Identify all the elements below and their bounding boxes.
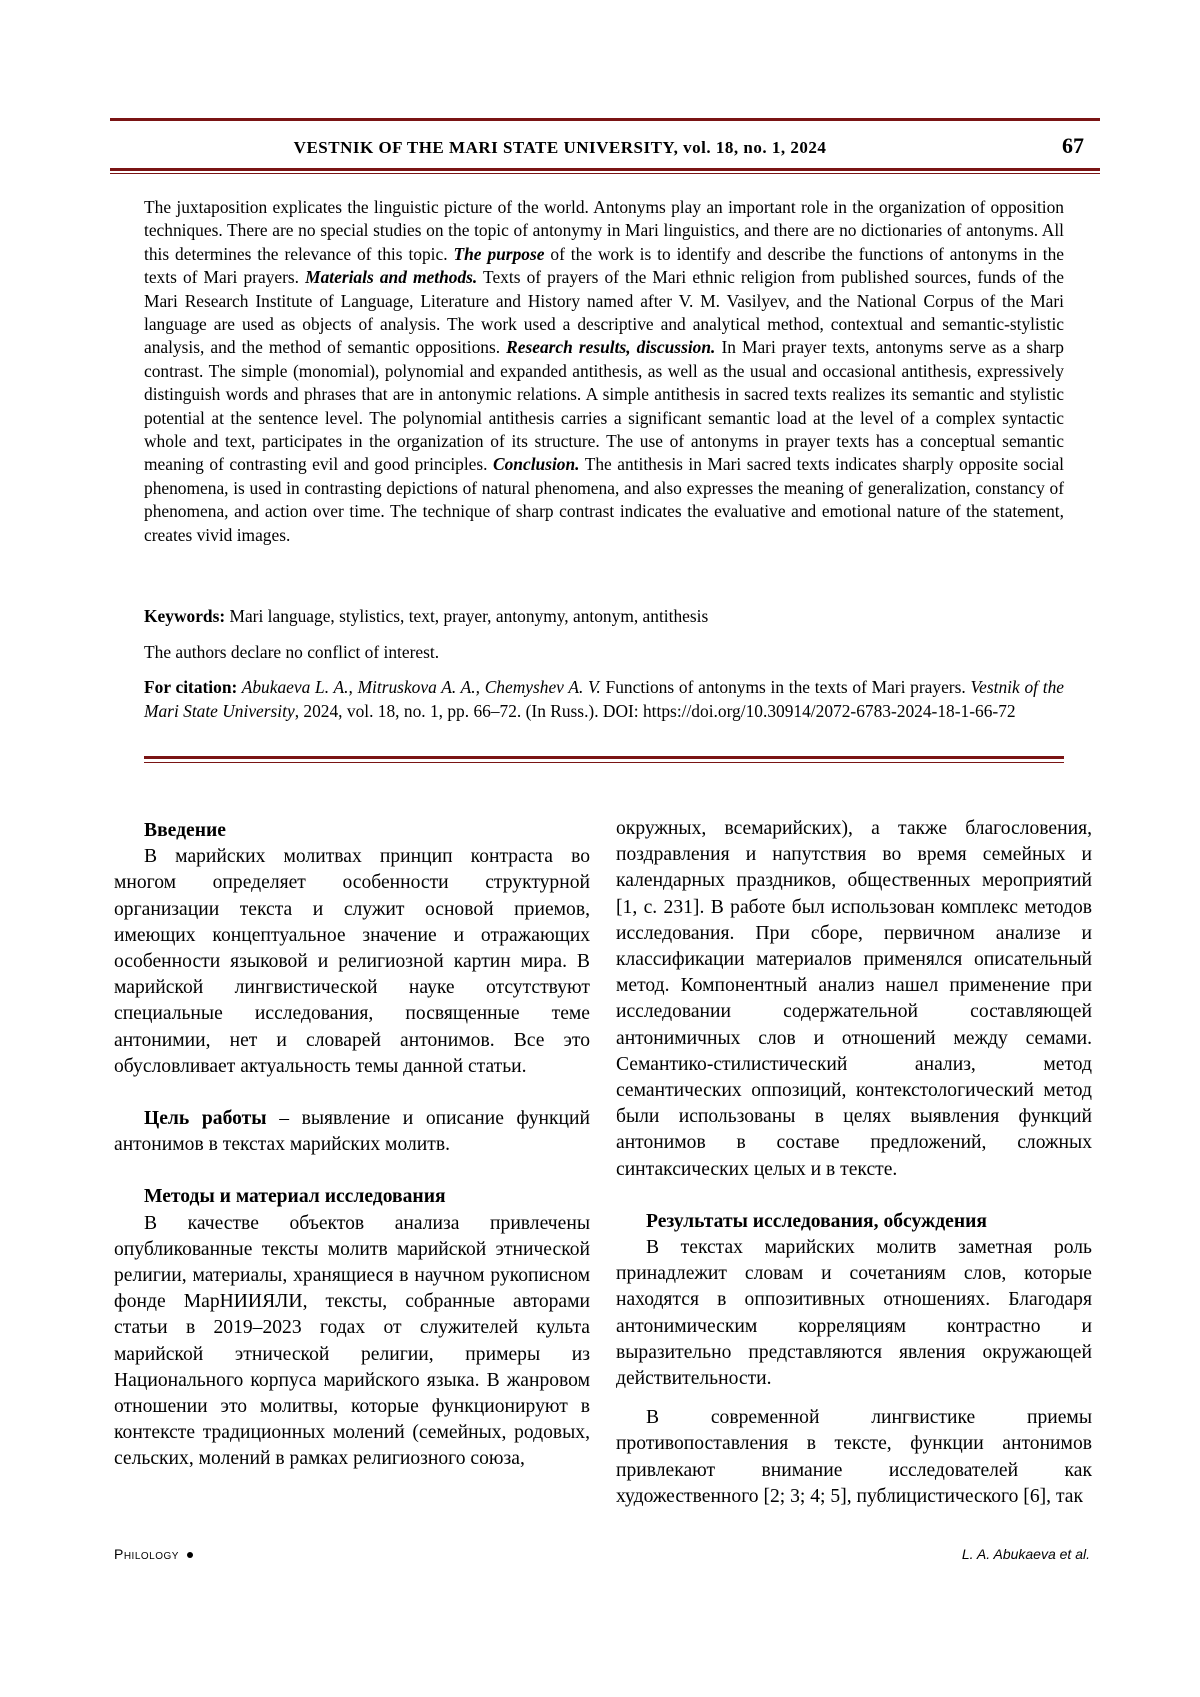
citation-journal: Vestnik of the Mari State University (144, 677, 1064, 721)
header-rule-bottom-thin (110, 173, 1100, 174)
citation-authors: Abukaeva L. A., Mitruskova A. A., Chemyshev A. V. (237, 677, 601, 697)
goal-label: Цель работы (144, 1108, 267, 1130)
left-column (114, 818, 590, 1473)
goal-text: – выявление и описание функций антонимов в текстах марийских молитв. (114, 1108, 590, 1156)
right-column (616, 816, 1092, 1510)
conflict-statement: The authors declare no conflict of interest. (144, 642, 440, 662)
citation (144, 676, 1064, 723)
citation-details: , 2024, vol. 18, no. 1, pp. 66–72. (In Russ.). DOI: https://doi.org/10.30914/2072-6783-2024-18-1-66-72 (294, 700, 1016, 721)
footer-section (114, 1546, 193, 1562)
bullet-icon (187, 1552, 193, 1558)
abstract-text: The antithesis in Mari sacred texts indicates sharply opposite social phenomena, is used in contrasting depictions of natural phenomena, and also expresses the meaning of generalization, constancy of phenomena, and action over time. The technique of sharp contrast indicates the evaluative and emotional nature of the statement, creates vivid images. (144, 454, 1064, 545)
page-number: 67 (1062, 133, 1084, 158)
keywords-label: Keywords: (144, 606, 226, 626)
results-heading: Результаты исследования, обсуждения (646, 1210, 988, 1232)
abstract-text: Texts of prayers of the Mari ethnic religion from published sources, funds of the Mari Research Institute of Language, Literature and History named after V. M. Vasilyev, and the National Corpus of the Mari language are used as objects of analysis. The work used a descriptive and analytical method, contextual and semantic-stylistic analysis, and the method of semantic oppositions. (144, 267, 1064, 358)
citation-label: For citation: (144, 677, 238, 697)
results-paragraph-2: В современной лингвистике приемы противопоставления в тексте, функции антонимов привлекают внимание исследователей как художественного [2; 3; 4; 5], публицистического [6], так (616, 1407, 1092, 1507)
abstract-text: In Mari prayer texts, antonyms serve as a sharp contrast. The simple (monomial), polynomial and expanded antithesis, as well as the usual and occasional antithesis, expressively distinguish words and phrases that are in antonymic relations. A simple antithesis in sacred texts realizes its semantic and stylistic potential at the sentence level. The polynomial antithesis carries a significant semantic load at the level of a complex syntactic whole and text, participates in the organization of its structure. The use of antonyms in prayer texts has a conceptual semantic meaning of contrasting evil and good principles. (144, 337, 1064, 475)
footer-section-label: Philology (114, 1546, 179, 1562)
citation-title: Functions of antonyms in the texts of Mari prayers. (600, 677, 971, 697)
keywords-text: Mari language, stylistics, text, prayer, antonymy, antonym, antithesis (225, 606, 709, 626)
continued-paragraph: окружных, всемарийских), а также благословения, поздравления и напутствия во время семейных и календарных праздников, общественных мероприятий [1, с. 231]. В работе был использован комплекс методов исследования. При сборе, первичном анализе и классификации материалов применялся описательный метод. Компонентный анализ нашел применение при исследовании содержательной составляющей антонимичных слов и отношений между семами. Семантико-стилистический анализ, метод семантических оппозиций, контекстологический метод были использованы в целях выявления функций антонимов в составе предложений, сложных синтаксических целых и в тексте. (616, 818, 1092, 1180)
methods-heading: Методы и материал исследования (144, 1186, 446, 1208)
abstract-text: of the work is to identify and describe the functions of antonyms in the texts of Mari prayers. (144, 243, 1064, 288)
results-label: Research results, discussion. (506, 337, 716, 358)
keywords (144, 605, 1064, 628)
intro-heading: Введение (144, 820, 226, 841)
header-rule-top (110, 118, 1100, 121)
methods-paragraph: В качестве объектов анализа привлечены опубликованные тексты молитв марийской этнической религии, материалы, хранящиеся в научном рукописном фонде МарНИИЯЛИ, тексты, собранные авторами статьи в 2019–2023 годах от служителей культа марийской этнической религии, примеры из Национального корпуса марийского языка. В жанровом отношении это молитвы, которые функционируют в контексте традиционных молений (семейных, родовых, сельских, молений в рамках религиозного союза, (114, 1212, 590, 1470)
methods-label: Materials and methods. (305, 267, 478, 288)
abstract (144, 196, 1064, 547)
abstract-paragraph (144, 196, 1064, 547)
section-rule-thin (144, 762, 1064, 763)
purpose-label: The purpose (453, 243, 545, 264)
conclusion-label: Conclusion. (493, 454, 580, 475)
goal-paragraph (114, 1106, 590, 1158)
journal-title: VESTNIK OF THE MARI STATE UNIVERSITY, vol. 18, no. 1, 2024 (293, 138, 827, 157)
abstract-text: The juxtaposition explicates the linguistic picture of the world. Antonyms play an important role in the organization of opposition techniques. There are no special studies on the topic of antonymy in Mari linguistics, and there are no dictionaries of antonyms. All this determines the relevance of this topic. (144, 197, 1064, 264)
results-paragraph-1: В текстах марийских молитв заметная роль принадлежит словам и сочетаниям слов, которые находятся в оппозитивных отношениях. Благодаря антонимическим корреляциям контрастно и выразительно представляются явления окружающей действительности. (616, 1237, 1092, 1390)
header-rule-bottom (110, 168, 1100, 171)
section-rule (144, 756, 1064, 759)
footer-authors: L. A. Abukaeva et al. (961, 1546, 1090, 1562)
intro-paragraph: В марийских молитвах принцип контраста во многом определяет особенности структурной организации текста и служит основой приемов, имеющих концептуальное значение и отражающих особенности языковой и религиозной картин мира. В марийской лингвистической науке отсутствуют специальные исследования, посвященные теме антонимии, нет и словарей антонимов. Все это обусловливает актуальность темы данной статьи. (114, 846, 590, 1077)
